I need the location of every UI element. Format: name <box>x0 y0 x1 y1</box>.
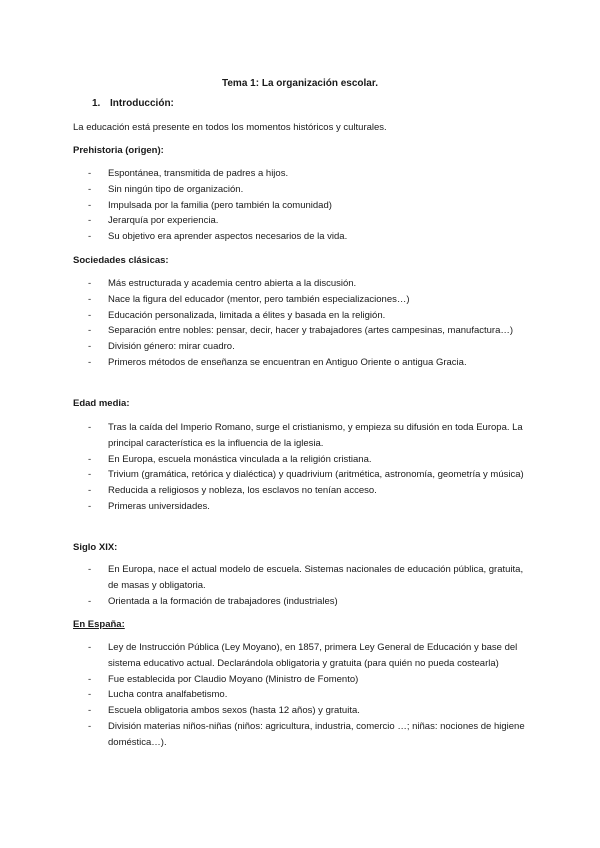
list-item: - Ley de Instrucción Pública (Ley Moyano), en 1857, primera Ley General de Educación y base del sistema educativo actual. Declarándola obligatoria y gratuita (para quién no pueda costearla) <box>88 640 528 672</box>
list-item: - Trivium (gramática, retórica y dialéctica) y quadrivium (aritmética, astronomía, geometría y música) <box>88 467 528 483</box>
list-item: - Espontánea, transmitida de padres a hijos. <box>88 166 528 182</box>
list-edad-media <box>88 420 528 515</box>
heading-siglo-xix: Siglo XIX: <box>73 542 118 553</box>
list-item: - Tras la caída del Imperio Romano, surge el cristianismo, y empieza su difusión en toda Europa. La principal característica es la influencia de la iglesia. <box>88 420 528 452</box>
list-item: - Fue establecida por Claudio Moyano (Ministro de Fomento) <box>88 672 528 688</box>
list-item: - En Europa, nace el actual modelo de escuela. Sistemas nacionales de educación pública, gratuita, de masas y obligatoria. <box>88 562 528 594</box>
list-item: - Orientada a la formación de trabajadores (industriales) <box>88 594 528 610</box>
list-item: - Reducida a religiosos y nobleza, los esclavos no tenían acceso. <box>88 483 528 499</box>
list-item: - Primeras universidades. <box>88 499 528 515</box>
heading-edad-media: Edad media: <box>73 398 130 409</box>
heading-prehistoria: Prehistoria (origen): <box>73 145 164 156</box>
list-item: - Educación personalizada, limitada a élites y basada en la religión. <box>88 308 528 324</box>
list-item: - Separación entre nobles: pensar, decir, hacer y trabajadores (artes campesinas, manufactura…) <box>88 323 528 339</box>
list-en-espana <box>88 640 528 751</box>
list-item: - Primeros métodos de enseñanza se encuentran en Antiguo Oriente o antigua Gracia. <box>88 355 528 371</box>
list-item: - Escuela obligatoria ambos sexos (hasta 12 años) y gratuita. <box>88 703 528 719</box>
list-sociedades-clasicas <box>88 276 528 371</box>
intro-paragraph: La educación está presente en todos los momentos históricos y culturales. <box>73 122 387 133</box>
list-siglo-xix <box>88 562 528 609</box>
list-item: - Nace la figura del educador (mentor, pero también especializaciones…) <box>88 292 528 308</box>
list-item: - Jerarquía por experiencia. <box>88 213 528 229</box>
list-item: - Su objetivo era aprender aspectos necesarios de la vida. <box>88 229 528 245</box>
list-item: - Lucha contra analfabetismo. <box>88 687 528 703</box>
list-item: - División género: mirar cuadro. <box>88 339 528 355</box>
section-label: Introducción: <box>110 98 174 109</box>
section-heading <box>92 98 174 109</box>
list-item: - Más estructurada y academia centro abierta a la discusión. <box>88 276 528 292</box>
heading-sociedades-clasicas: Sociedades clásicas: <box>73 255 169 266</box>
document-title: Tema 1: La organización escolar. <box>222 78 378 89</box>
list-item: - En Europa, escuela monástica vinculada a la religión cristiana. <box>88 452 528 468</box>
heading-en-espana: En España: <box>73 619 125 630</box>
list-prehistoria <box>88 166 528 245</box>
section-number: 1. <box>92 98 101 109</box>
list-item: - Sin ningún tipo de organización. <box>88 182 528 198</box>
list-item: - Impulsada por la familia (pero también la comunidad) <box>88 198 528 214</box>
list-item: - División materias niños-niñas (niños: agricultura, industria, comercio …; niñas: nociones de higiene doméstica…). <box>88 719 528 751</box>
